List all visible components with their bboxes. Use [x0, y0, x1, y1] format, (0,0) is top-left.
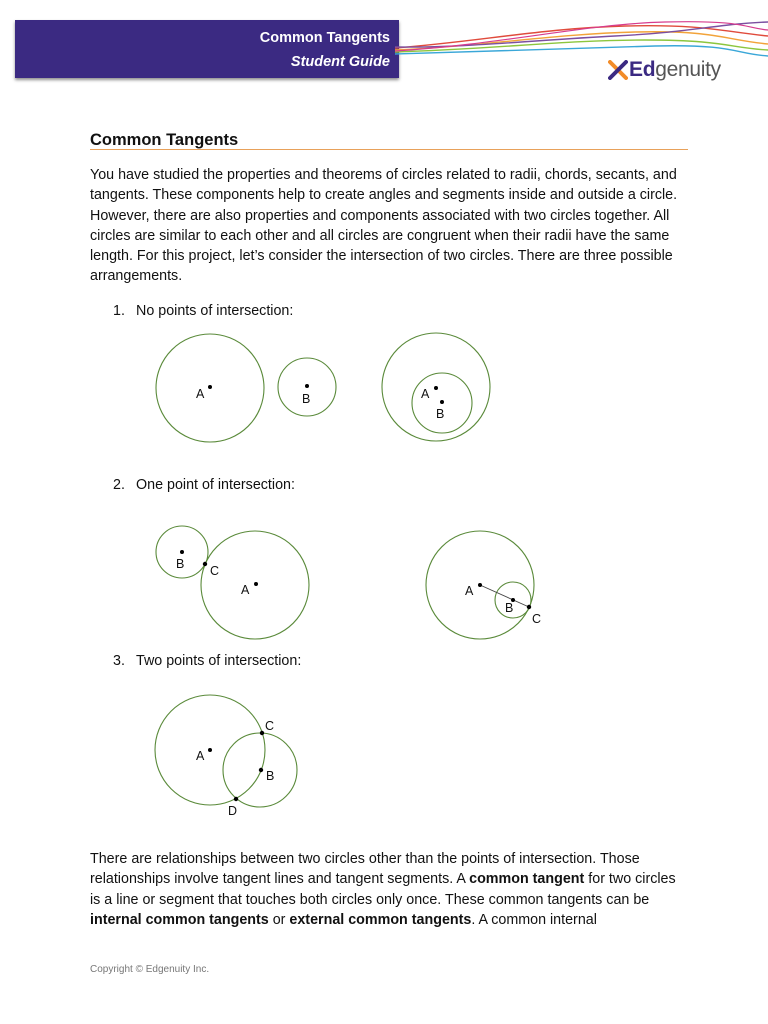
list-text: Two points of intersection: [136, 653, 302, 669]
center-point-b [440, 400, 444, 404]
figure-separate-circles [156, 334, 336, 442]
label-d: D [228, 804, 238, 818]
label-b: B [436, 407, 445, 421]
intersection-point-c [260, 731, 264, 735]
tangent-point-c [527, 605, 531, 609]
header-subtitle: Student Guide [290, 54, 390, 70]
term-common-tangent: common tangent [469, 871, 585, 888]
label-a: A [421, 387, 430, 401]
section-title: Common Tangents [90, 131, 239, 149]
figure-internally-tangent [426, 531, 541, 639]
list-text: No points of intersection: [136, 303, 294, 319]
list-text: One point of intersection: [136, 477, 295, 493]
list-number: 2. [113, 477, 125, 493]
label-a: A [196, 387, 205, 401]
intro-paragraph: You have studied the properties and theorems of circles related to radii, chords, secants, and tangents. These components help to create angles and segments inside and outside a circle. However, there are also properties and components associated with two circles together. All circles are similar to each other and all circles are congruent when their radii have the same length. For this project, let’s consider the intersection of two circles. There are three possible arrangements. [90, 167, 678, 285]
center-point-a [434, 386, 438, 390]
closing-text-1: There are relationships between two circles other than the points of intersection. Those relationships involve tangent lines and tangent segments. A [90, 851, 640, 888]
label-b: B [266, 769, 275, 783]
label-a: A [196, 749, 205, 763]
label-c: C [532, 612, 542, 626]
figure-intersecting-circles [155, 695, 297, 818]
figure-nested-circles [382, 333, 490, 441]
label-a: A [241, 583, 250, 597]
copyright-footer: Copyright © Edgenuity Inc. [90, 964, 210, 975]
tangent-point-c [203, 562, 207, 566]
point-b [259, 768, 263, 772]
label-a: A [465, 584, 474, 598]
label-c: C [265, 719, 275, 733]
center-point-a [208, 748, 212, 752]
brand-name-bold: Ed [629, 58, 656, 81]
label-b: B [302, 392, 311, 406]
closing-text-3: or [268, 911, 290, 928]
label-c: C [210, 564, 220, 578]
center-point-a [478, 583, 482, 587]
term-external-common-tangents: external common tangents [289, 911, 472, 928]
figure-externally-tangent [156, 526, 309, 639]
closing-text-4: . A common internal [471, 911, 597, 928]
center-point-a [208, 385, 212, 389]
brand-name-rest: genuity [655, 58, 721, 81]
closing-text-2: for two circles is a line or segment that touches both circles only once. These common tangents can be [90, 871, 676, 908]
center-point-b [305, 384, 309, 388]
label-b: B [176, 557, 185, 571]
term-internal-common-tangents: internal common tangents [90, 911, 269, 928]
list-number: 3. [113, 653, 125, 669]
list-number: 1. [113, 303, 125, 319]
closing-paragraph [90, 849, 688, 930]
center-point-a [254, 582, 258, 586]
header-title: Common Tangents [259, 30, 390, 46]
label-b: B [505, 601, 514, 615]
center-point-b [180, 550, 184, 554]
intersection-point-d [234, 797, 238, 801]
